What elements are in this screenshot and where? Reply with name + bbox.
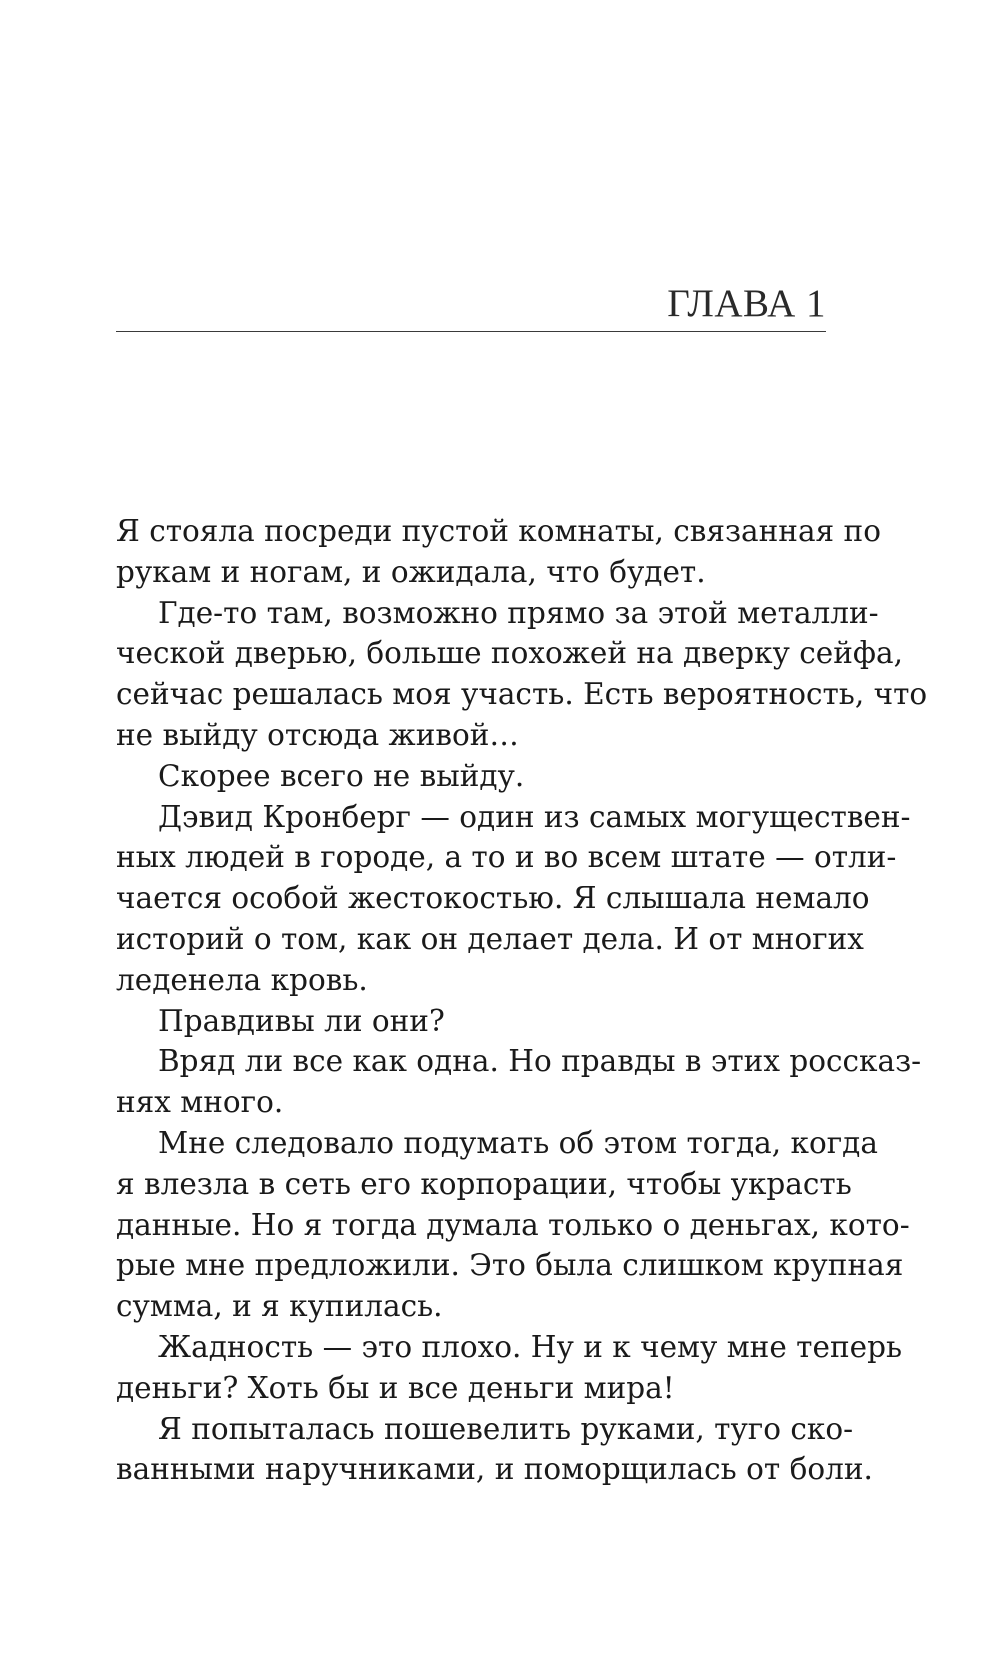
body-text (116, 511, 928, 1490)
text-line: ванными наручниками, и поморщилась от боли. (116, 1452, 873, 1487)
text-line: Я стояла посреди пустой комнаты, связанная по (116, 514, 881, 548)
text-line: деньги? Хоть бы и все деньги мира! (116, 1370, 675, 1405)
text-line: Мне следовало подумать об этом тогда, когда (158, 1125, 878, 1160)
text-line: историй о том, как он делает дела. И от многих (116, 921, 864, 956)
text-line: Дэвид Кронберг — один из самых могуществен- (158, 799, 911, 834)
text-line: Где-то там, возможно прямо за этой металли- (158, 595, 879, 630)
text-line: сейчас решалась моя участь. Есть вероятность, что (116, 677, 928, 712)
text-line: рые мне предложили. Это была слишком крупная (116, 1248, 904, 1283)
text-line: нях много. (116, 1085, 284, 1120)
text-line: Я попыталась пошевелить руками, туго ско- (158, 1411, 854, 1446)
text-line: рукам и ногам, и ожидала, что будет. (116, 554, 706, 589)
text-line: Скорее всего не выйду. (158, 758, 525, 793)
text-line: ных людей в городе, а то и во всем штате — отли- (116, 840, 897, 875)
text-line: ческой дверью, больше похожей на дверку сейфа, (116, 636, 903, 671)
chapter-title: ГЛАВА 1 (667, 282, 826, 325)
text-line: чается особой жестокостью. Я слышала немало (116, 881, 870, 916)
text-line: Вряд ли все как одна. Но правды в этих россказ- (158, 1044, 922, 1079)
text-line: Жадность — это плохо. Ну и к чему мне теперь (158, 1329, 903, 1364)
text-line: данные. Но я тогда думала только о деньгах, кото- (116, 1207, 910, 1242)
text-line: я влезла в сеть его корпорации, чтобы украсть (116, 1166, 852, 1201)
text-line: не выйду отсюда живой… (116, 717, 519, 752)
text-line: Правдивы ли они? (158, 1003, 445, 1038)
chapter-divider (116, 331, 826, 332)
text-line: леденела кровь. (116, 962, 368, 997)
text-line: сумма, и я купилась. (116, 1289, 443, 1324)
